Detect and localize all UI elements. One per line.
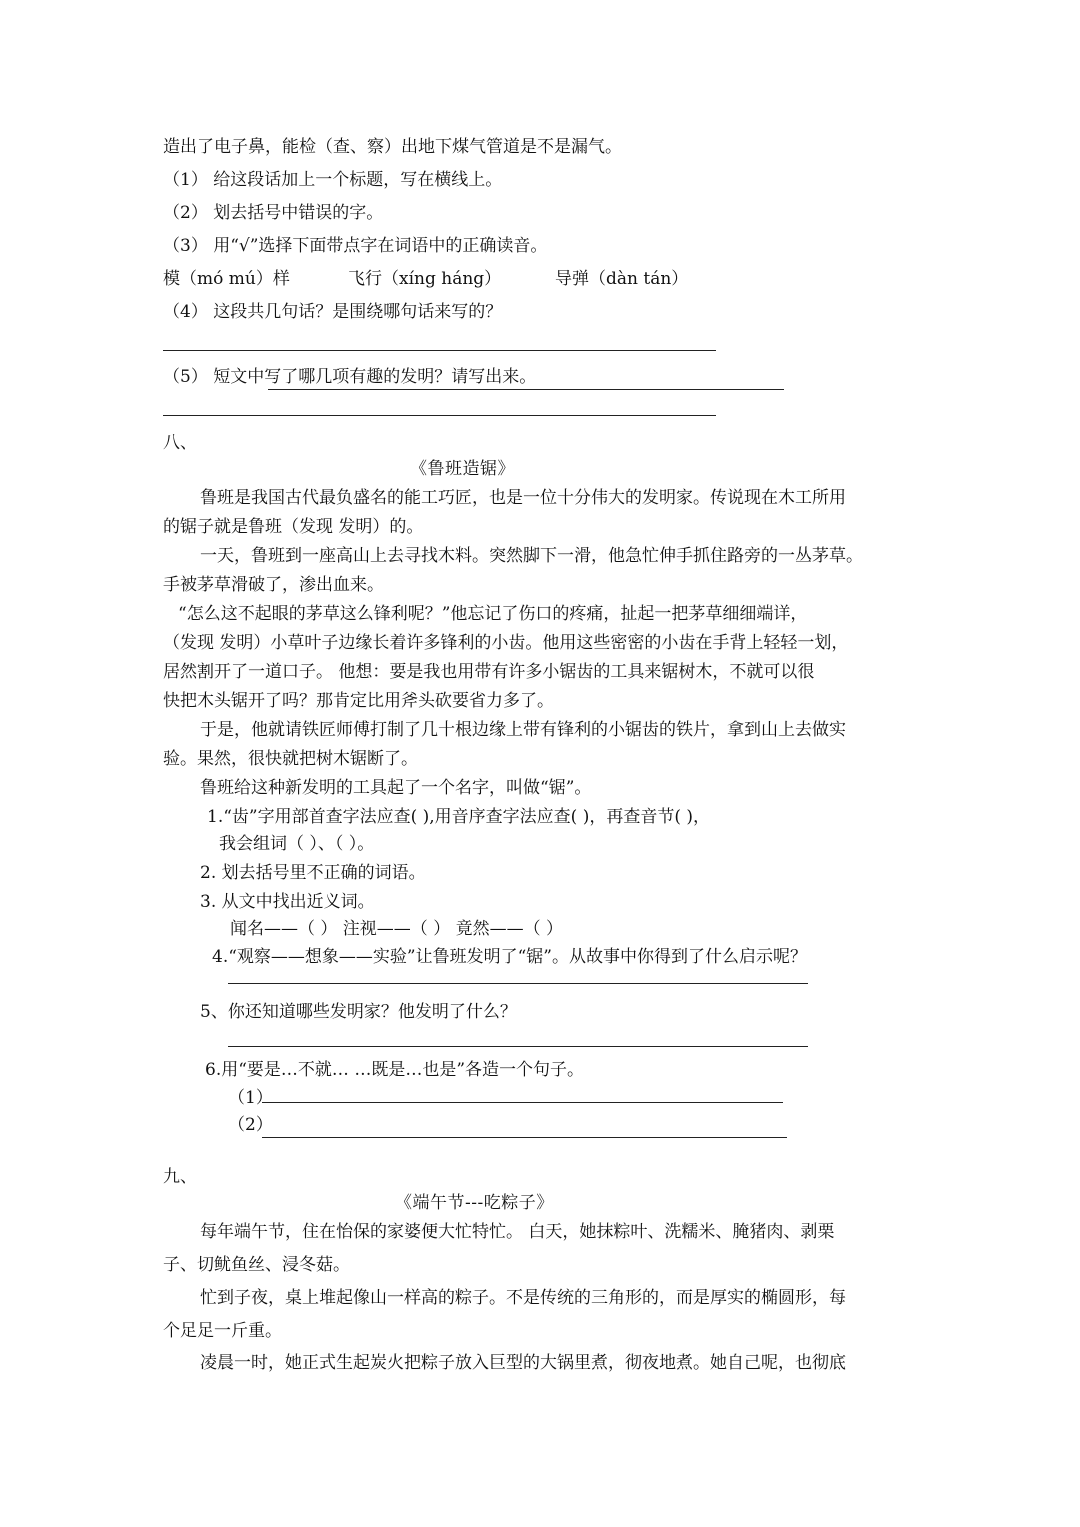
paragraph-line: 一天，鲁班到一座高山上去寻找木料。突然脚下一滑，他急忙伸手抓住路旁的一丛茅草。 [200,546,863,566]
paragraph-line: 于是，他就请铁匠师傅打制了几十根边缘上带有锋利的小锯齿的铁片，拿到山上去做实 [200,720,846,740]
paragraph-line: 造出了电子鼻，能检（查、察）出地下煤气管道是不是漏气。 [163,137,622,157]
question-4: （4） 这段共几句话？是围绕哪句话来写的？ [163,302,503,322]
sentence-label-1: （1） [228,1088,273,1108]
paragraph-line: 子、切鱿鱼丝、浸冬菇。 [163,1255,350,1275]
pinyin-option-a: 模（mó mú）样 [163,269,290,289]
paragraph-line: 凌晨一时，她正式生起炭火把粽子放入巨型的大锅里煮，彻夜地煮。她自己呢，也彻底 [200,1353,846,1373]
paragraph-line: 验。果然，很快就把树木锯断了。 [163,749,418,769]
question-3: （3） 用“√”选择下面带点字在词语中的正确读音。 [163,236,548,256]
paragraph-line: 的锯子就是鲁班（发现 发明）的。 [163,517,424,537]
paragraph-line: 忙到子夜，桌上堆起像山一样高的粽子。不是传统的三角形的，而是厚实的椭圆形，每 [200,1288,846,1308]
answer-line[interactable] [262,1137,787,1138]
question-2: 2. 划去括号里不正确的词语。 [200,863,426,883]
answer-line[interactable] [228,1046,808,1047]
article-title: 《鲁班造锯》 [410,459,515,479]
section-heading-8: 八、 [163,433,197,453]
question-1: （1） 给这段话加上一个标题，写在横线上。 [163,170,503,190]
question-5: 5、你还知道哪些发明家？他发明了什么？ [200,1002,517,1022]
question-5: （5） 短文中写了哪几项有趣的发明？请写出来。 [163,367,537,387]
answer-line[interactable] [163,415,716,416]
question-3: 3. 从文中找出近义词。 [200,892,375,912]
paragraph-line: 快把木头锯开了吗？那肯定比用斧头砍要省力多了。 [163,691,554,711]
paragraph-line: 每年端午节，住在怡保的家婆便大忙特忙。 白天，她抹粽叶、洗糯米、腌猪肉、剥栗 [200,1222,835,1242]
section-heading-9: 九、 [163,1167,197,1187]
question-1: 1.“齿”字用部首查字法应查( ),用音序查字法应查( )，再查音节( )， [207,807,711,827]
synonym-blanks: 闻名——（ ） 注视——（ ） 竟然——（ ） [230,919,564,939]
answer-line[interactable] [268,389,784,390]
paragraph-line: （发现 发明）小草叶子边缘长着许多锋利的小齿。他用这些密密的小齿在手背上轻轻一划， [163,633,849,653]
question-6: 6.用“要是…不就… …既是…也是”各造一个句子。 [205,1060,585,1080]
paragraph-line: 手被茅草滑破了，渗出血来。 [163,575,384,595]
answer-line[interactable] [262,1102,783,1103]
question-1-continued: 我会组词（ ）、（ ）。 [219,834,375,854]
article-title: 《端午节---吃粽子》 [395,1193,554,1213]
question-4: 4.“观察——想象——实验”让鲁班发明了“锯”。从故事中你得到了什么启示呢？ [212,947,807,967]
paragraph-line: 居然割开了一道口子。 他想：要是我也用带有许多小锯齿的工具来锯树木，不就可以很 [163,662,815,682]
sentence-label-2: （2） [228,1115,273,1135]
answer-line[interactable] [163,350,716,351]
pinyin-option-b: 飞行（xíng háng） [348,269,502,289]
answer-line[interactable] [228,983,808,984]
question-2: （2） 划去括号中错误的字。 [163,203,384,223]
paragraph-line: “怎么这不起眼的茅草这么锋利呢？”他忘记了伤口的疼痛，扯起一把茅草细细端详， [178,604,808,624]
paragraph-line: 鲁班给这种新发明的工具起了一个名字，叫做“锯”。 [200,778,592,798]
paragraph-line: 鲁班是我国古代最负盛名的能工巧匠，也是一位十分伟大的发明家。传说现在木工所用 [200,488,846,508]
paragraph-line: 个足足一斤重。 [163,1321,282,1341]
pinyin-option-c: 导弹（dàn tán） [555,269,689,289]
